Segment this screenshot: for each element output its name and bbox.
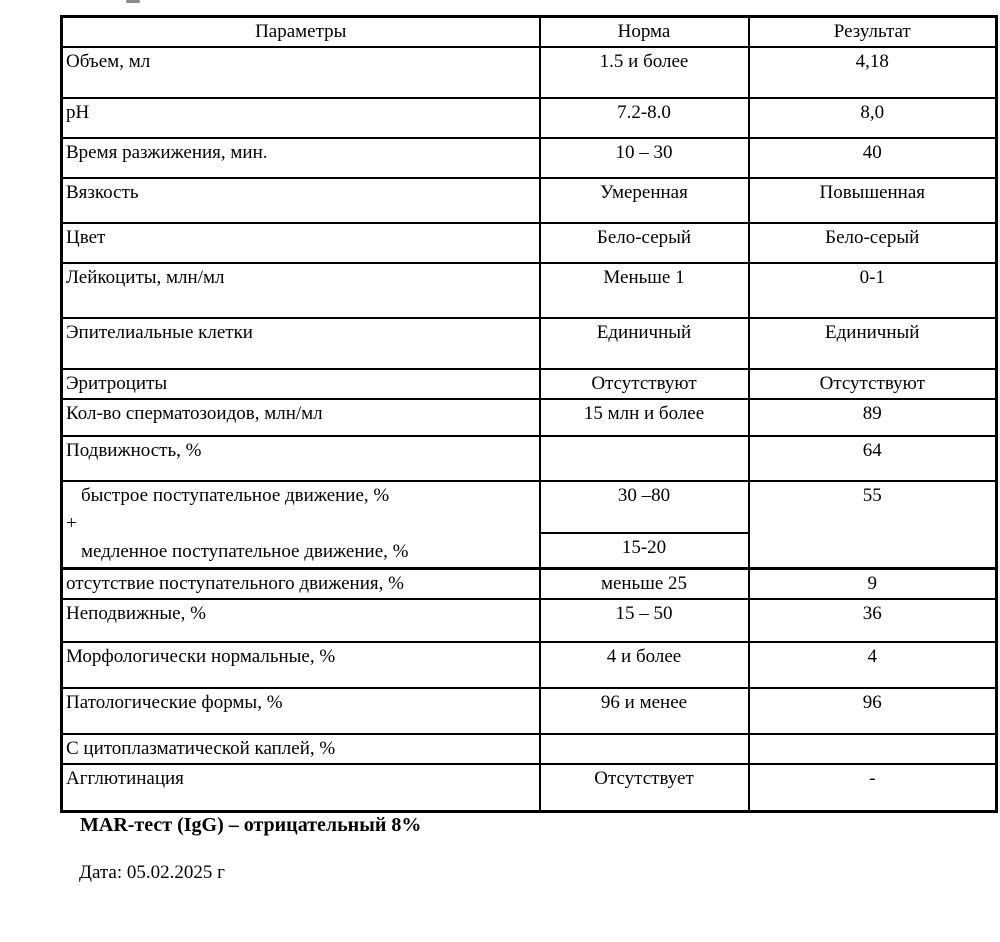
param-cell: Патологические формы, % (62, 688, 540, 734)
norm-cell: 4 и более (540, 642, 749, 688)
slow-progressive-label: медленное поступательное движение, % (81, 541, 409, 562)
table-row-sperm-count (62, 399, 997, 436)
table-row-motility (62, 436, 997, 481)
param-cell: Кол-во сперматозоидов, млн/мл (62, 399, 540, 436)
norm-cell: меньше 25 (540, 569, 749, 599)
norm-cell: Бело-серый (540, 223, 749, 263)
result-cell: 4 (749, 642, 997, 688)
norm-cell: 96 и менее (540, 688, 749, 734)
norm-cell: 10 – 30 (540, 138, 749, 178)
result-cell: - (749, 764, 997, 812)
param-cell: Время разжижения, мин. (62, 138, 540, 178)
table-row-volume (62, 47, 997, 98)
norm-cell: 15 – 50 (540, 599, 749, 642)
table-row-leukocytes (62, 263, 997, 318)
param-cell: Объем, мл (62, 47, 540, 98)
norm-cell: 7.2-8.0 (540, 98, 749, 138)
param-cell: Вязкость (62, 178, 540, 223)
param-cell: отсутствие поступательного движения, % (62, 569, 540, 599)
result-cell: 89 (749, 399, 997, 436)
table-row-ph (62, 98, 997, 138)
table-row-progressive-motility-fast (62, 481, 997, 533)
cropped-text-artifact (126, 0, 140, 3)
result-cell: 96 (749, 688, 997, 734)
norm-cell: Отсутствуют (540, 369, 749, 399)
param-cell: Неподвижные, % (62, 599, 540, 642)
table-row-color (62, 223, 997, 263)
lab-results-table (60, 15, 998, 813)
norm-cell: Отсутствует (540, 764, 749, 812)
result-cell: 9 (749, 569, 997, 599)
table-row-normal-morphology (62, 642, 997, 688)
param-cell: Агглютинация (62, 764, 540, 812)
param-cell: С цитоплазматической каплей, % (62, 734, 540, 764)
result-cell: 64 (749, 436, 997, 481)
mar-test-result: MAR-тест (IgG) – отрицательный 8% (80, 814, 422, 836)
param-cell-progressive-merged (62, 481, 540, 569)
result-cell: 40 (749, 138, 997, 178)
norm-cell: Меньше 1 (540, 263, 749, 318)
report-date: Дата: 05.02.2025 г (79, 862, 225, 883)
table-row-erythrocytes (62, 369, 997, 399)
norm-cell-slow: 15-20 (540, 533, 749, 569)
result-cell: 36 (749, 599, 997, 642)
plus-sign: + (66, 513, 77, 535)
norm-cell-fast: 30 –80 (540, 481, 749, 533)
param-cell: Эритроциты (62, 369, 540, 399)
result-cell: Отсутствуют (749, 369, 997, 399)
norm-cell: Единичный (540, 318, 749, 369)
param-cell: Морфологически нормальные, % (62, 642, 540, 688)
param-cell: pH (62, 98, 540, 138)
result-cell: Единичный (749, 318, 997, 369)
column-header-norm: Норма (540, 17, 749, 47)
result-cell: 0-1 (749, 263, 997, 318)
table-row-no-progressive-motility (62, 569, 997, 599)
result-cell: 8,0 (749, 98, 997, 138)
result-cell: Бело-серый (749, 223, 997, 263)
result-cell (749, 734, 997, 764)
param-cell: Эпителиальные клетки (62, 318, 540, 369)
table-row-viscosity (62, 178, 997, 223)
result-cell-progressive-merged: 55 (749, 481, 997, 569)
norm-cell (540, 436, 749, 481)
table-row-pathological-forms (62, 688, 997, 734)
table-row-epithelial-cells (62, 318, 997, 369)
table-row-agglutination (62, 764, 997, 812)
param-cell: Цвет (62, 223, 540, 263)
fast-progressive-label: быстрое поступательное движение, % (81, 484, 390, 506)
norm-cell (540, 734, 749, 764)
param-cell: Лейкоциты, млн/мл (62, 263, 540, 318)
result-cell: 4,18 (749, 47, 997, 98)
column-header-parameters: Параметры (62, 17, 540, 47)
norm-cell: Умеренная (540, 178, 749, 223)
result-cell: Повышенная (749, 178, 997, 223)
header-row (62, 17, 997, 47)
param-cell: Подвижность, % (62, 436, 540, 481)
table-row-immotile (62, 599, 997, 642)
norm-cell: 15 млн и более (540, 399, 749, 436)
column-header-result: Результат (749, 17, 997, 47)
table-row-liquefaction-time (62, 138, 997, 178)
norm-cell: 1.5 и более (540, 47, 749, 98)
table-row-cytoplasmic-droplet (62, 734, 997, 764)
